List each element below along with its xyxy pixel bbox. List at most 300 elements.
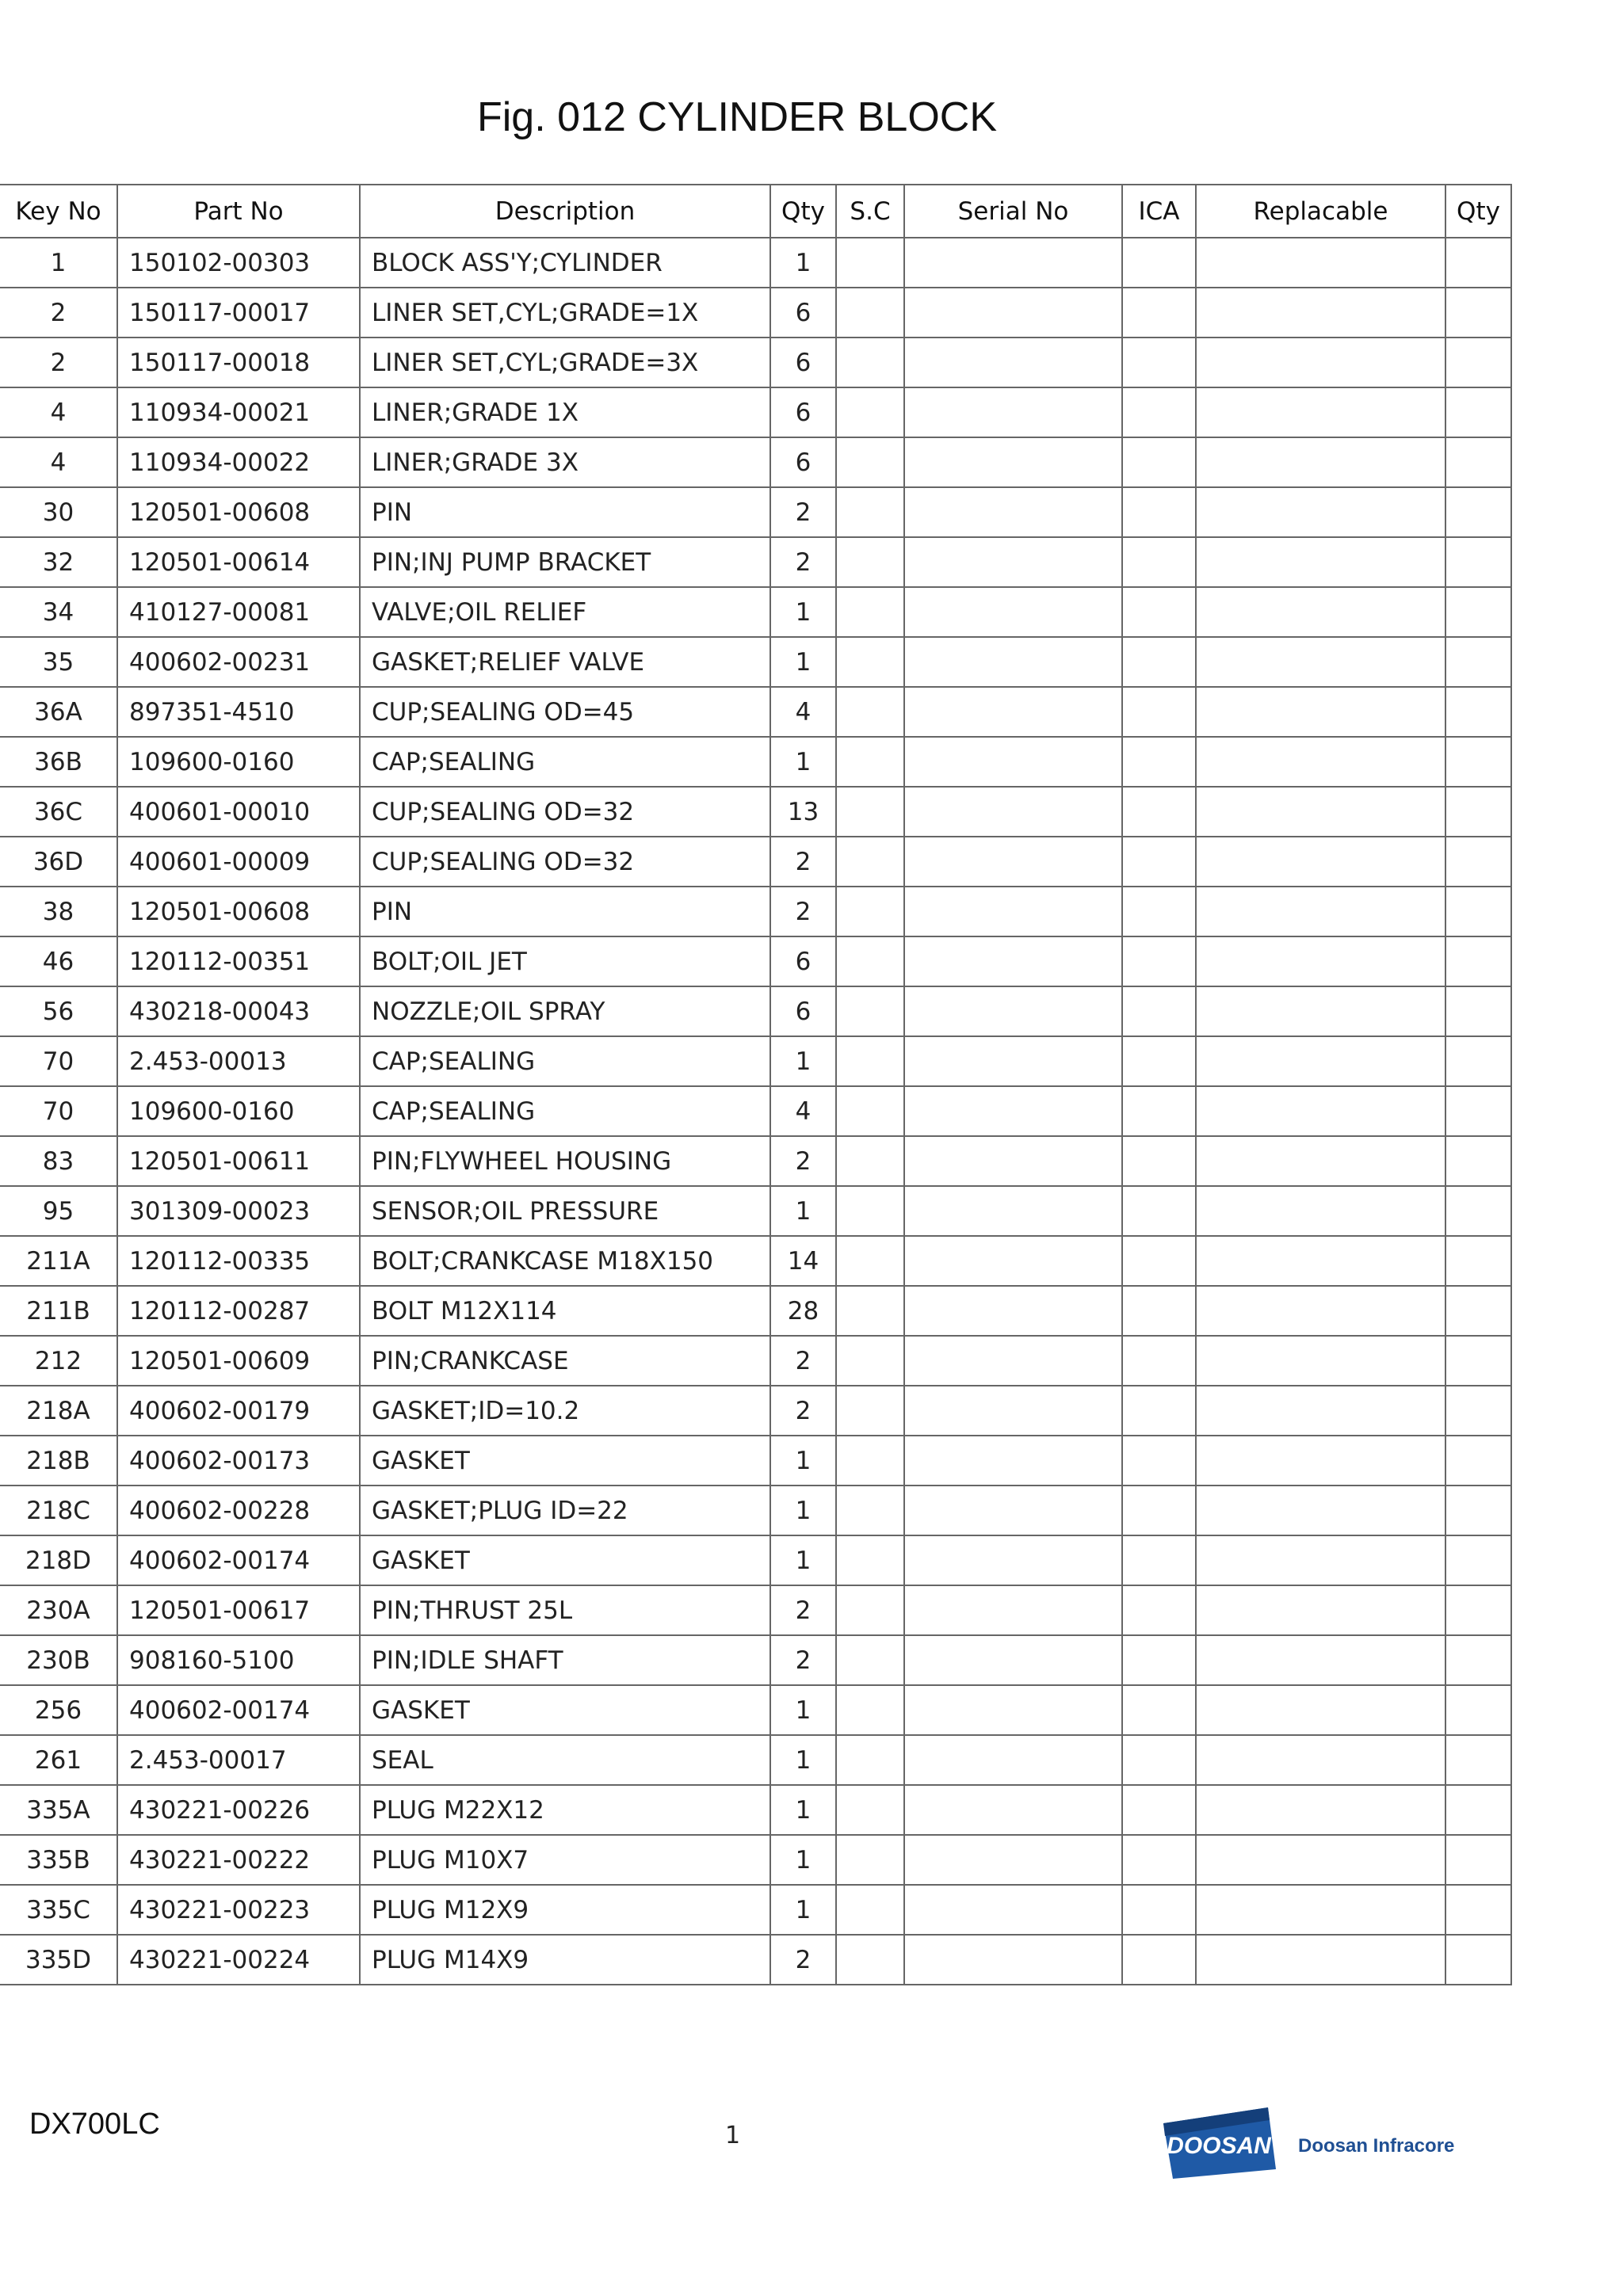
replacable-qty-cell bbox=[1445, 537, 1511, 587]
qty-cell: 1 bbox=[770, 1785, 836, 1835]
qty-cell: 1 bbox=[770, 737, 836, 787]
description-cell: PLUG M22X12 bbox=[360, 1785, 770, 1835]
description-cell: GASKET bbox=[360, 1535, 770, 1585]
serial-no-cell bbox=[904, 338, 1122, 387]
page-number: 1 bbox=[725, 2122, 741, 2149]
parts-table bbox=[0, 184, 1512, 1985]
key-no-cell: 230B bbox=[0, 1635, 117, 1685]
sc-cell bbox=[836, 936, 904, 986]
table-row bbox=[0, 737, 1511, 787]
sc-cell bbox=[836, 837, 904, 887]
part-no-cell: 430218-00043 bbox=[117, 986, 360, 1036]
key-no-cell: 4 bbox=[0, 437, 117, 487]
table-row bbox=[0, 1685, 1511, 1735]
ica-cell bbox=[1122, 936, 1196, 986]
replacable-qty-cell bbox=[1445, 837, 1511, 887]
ica-cell bbox=[1122, 787, 1196, 837]
sc-cell bbox=[836, 1835, 904, 1885]
serial-no-cell bbox=[904, 387, 1122, 437]
key-no-cell: 95 bbox=[0, 1186, 117, 1236]
sc-cell bbox=[836, 737, 904, 787]
key-no-cell: 38 bbox=[0, 887, 117, 936]
part-no-cell: 430221-00222 bbox=[117, 1835, 360, 1885]
part-no-cell: 120501-00614 bbox=[117, 537, 360, 587]
sc-cell bbox=[836, 537, 904, 587]
table-row bbox=[0, 1486, 1511, 1535]
sc-cell bbox=[836, 1935, 904, 1985]
table-row bbox=[0, 487, 1511, 537]
replacable-qty-cell bbox=[1445, 1136, 1511, 1186]
serial-no-cell bbox=[904, 637, 1122, 687]
serial-no-cell bbox=[904, 1436, 1122, 1486]
sc-cell bbox=[836, 887, 904, 936]
sc-cell bbox=[836, 1136, 904, 1186]
qty-cell: 6 bbox=[770, 986, 836, 1036]
serial-no-cell bbox=[904, 1935, 1122, 1985]
description-cell: PLUG M12X9 bbox=[360, 1885, 770, 1935]
table-row bbox=[0, 437, 1511, 487]
description-cell: LINER;GRADE 1X bbox=[360, 387, 770, 437]
part-no-cell: 120501-00611 bbox=[117, 1136, 360, 1186]
table-header-row bbox=[0, 185, 1511, 238]
serial-no-cell bbox=[904, 537, 1122, 587]
replacable-cell bbox=[1196, 437, 1445, 487]
serial-no-cell bbox=[904, 238, 1122, 288]
qty-cell: 1 bbox=[770, 1735, 836, 1785]
table-row bbox=[0, 1236, 1511, 1286]
key-no-cell: 256 bbox=[0, 1685, 117, 1735]
key-no-cell: 36B bbox=[0, 737, 117, 787]
key-no-cell: 218A bbox=[0, 1386, 117, 1436]
table-row bbox=[0, 288, 1511, 338]
qty-cell: 4 bbox=[770, 1086, 836, 1136]
table-row bbox=[0, 537, 1511, 587]
description-cell: PLUG M10X7 bbox=[360, 1835, 770, 1885]
replacable-cell bbox=[1196, 787, 1445, 837]
part-no-cell: 400601-00009 bbox=[117, 837, 360, 887]
description-cell: GASKET bbox=[360, 1685, 770, 1735]
table-row bbox=[0, 238, 1511, 288]
table-row bbox=[0, 1535, 1511, 1585]
serial-no-cell bbox=[904, 1585, 1122, 1635]
key-no-cell: 218B bbox=[0, 1436, 117, 1486]
serial-no-cell bbox=[904, 1386, 1122, 1436]
key-no-cell: 211B bbox=[0, 1286, 117, 1336]
description-cell: CAP;SEALING bbox=[360, 1086, 770, 1136]
model-label: DX700LC bbox=[29, 2107, 160, 2141]
sc-cell bbox=[836, 1685, 904, 1735]
replacable-cell bbox=[1196, 936, 1445, 986]
description-cell: SENSOR;OIL PRESSURE bbox=[360, 1186, 770, 1236]
col-header-sc: S.C bbox=[836, 185, 904, 238]
serial-no-cell bbox=[904, 887, 1122, 936]
qty-cell: 2 bbox=[770, 1935, 836, 1985]
qty-cell: 4 bbox=[770, 687, 836, 737]
part-no-cell: 400602-00174 bbox=[117, 1685, 360, 1735]
replacable-qty-cell bbox=[1445, 1386, 1511, 1436]
part-no-cell: 908160-5100 bbox=[117, 1635, 360, 1685]
serial-no-cell bbox=[904, 1735, 1122, 1785]
key-no-cell: 70 bbox=[0, 1086, 117, 1136]
part-no-cell: 150117-00018 bbox=[117, 338, 360, 387]
serial-no-cell bbox=[904, 787, 1122, 837]
qty-cell: 2 bbox=[770, 1386, 836, 1436]
key-no-cell: 36C bbox=[0, 787, 117, 837]
ica-cell bbox=[1122, 1436, 1196, 1486]
col-header-replacable-qty: Qty bbox=[1445, 185, 1511, 238]
ica-cell bbox=[1122, 1635, 1196, 1685]
key-no-cell: 34 bbox=[0, 587, 117, 637]
table-row bbox=[0, 637, 1511, 687]
description-cell: CAP;SEALING bbox=[360, 737, 770, 787]
replacable-qty-cell bbox=[1445, 1186, 1511, 1236]
qty-cell: 6 bbox=[770, 338, 836, 387]
ica-cell bbox=[1122, 1136, 1196, 1186]
sc-cell bbox=[836, 787, 904, 837]
ica-cell bbox=[1122, 887, 1196, 936]
ica-cell bbox=[1122, 1785, 1196, 1835]
sc-cell bbox=[836, 1036, 904, 1086]
key-no-cell: 1 bbox=[0, 238, 117, 288]
ica-cell bbox=[1122, 637, 1196, 687]
ica-cell bbox=[1122, 1486, 1196, 1535]
col-header-ica: ICA bbox=[1122, 185, 1196, 238]
table-row bbox=[0, 1436, 1511, 1486]
sc-cell bbox=[836, 986, 904, 1036]
part-no-cell: 400602-00173 bbox=[117, 1436, 360, 1486]
replacable-qty-cell bbox=[1445, 986, 1511, 1036]
table-row bbox=[0, 1835, 1511, 1885]
description-cell: PIN;IDLE SHAFT bbox=[360, 1635, 770, 1685]
qty-cell: 1 bbox=[770, 1036, 836, 1086]
replacable-cell bbox=[1196, 1635, 1445, 1685]
sc-cell bbox=[836, 1286, 904, 1336]
key-no-cell: 83 bbox=[0, 1136, 117, 1186]
key-no-cell: 32 bbox=[0, 537, 117, 587]
replacable-cell bbox=[1196, 1885, 1445, 1935]
serial-no-cell bbox=[904, 288, 1122, 338]
key-no-cell: 4 bbox=[0, 387, 117, 437]
ica-cell bbox=[1122, 1535, 1196, 1585]
table-row bbox=[0, 1585, 1511, 1635]
qty-cell: 14 bbox=[770, 1236, 836, 1286]
part-no-cell: 2.453-00013 bbox=[117, 1036, 360, 1086]
serial-no-cell bbox=[904, 936, 1122, 986]
qty-cell: 1 bbox=[770, 637, 836, 687]
part-no-cell: 120112-00335 bbox=[117, 1236, 360, 1286]
serial-no-cell bbox=[904, 1136, 1122, 1186]
logo-wordmark: DOOSAN bbox=[1167, 2133, 1271, 2159]
replacable-cell bbox=[1196, 387, 1445, 437]
replacable-cell bbox=[1196, 537, 1445, 587]
table-row bbox=[0, 1086, 1511, 1136]
description-cell: PIN;FLYWHEEL HOUSING bbox=[360, 1136, 770, 1186]
replacable-qty-cell bbox=[1445, 737, 1511, 787]
company-name: Doosan Infracore bbox=[1298, 2135, 1455, 2157]
description-cell: PIN;THRUST 25L bbox=[360, 1585, 770, 1635]
part-no-cell: 120112-00351 bbox=[117, 936, 360, 986]
part-no-cell: 400602-00228 bbox=[117, 1486, 360, 1535]
qty-cell: 6 bbox=[770, 387, 836, 437]
sc-cell bbox=[836, 1386, 904, 1436]
replacable-qty-cell bbox=[1445, 1535, 1511, 1585]
sc-cell bbox=[836, 288, 904, 338]
replacable-cell bbox=[1196, 1186, 1445, 1236]
table-row bbox=[0, 1635, 1511, 1685]
qty-cell: 1 bbox=[770, 1835, 836, 1885]
sc-cell bbox=[836, 437, 904, 487]
replacable-cell bbox=[1196, 837, 1445, 887]
replacable-qty-cell bbox=[1445, 1685, 1511, 1735]
part-no-cell: 109600-0160 bbox=[117, 737, 360, 787]
replacable-qty-cell bbox=[1445, 1735, 1511, 1785]
replacable-qty-cell bbox=[1445, 887, 1511, 936]
key-no-cell: 335C bbox=[0, 1885, 117, 1935]
part-no-cell: 897351-4510 bbox=[117, 687, 360, 737]
serial-no-cell bbox=[904, 1036, 1122, 1086]
qty-cell: 2 bbox=[770, 887, 836, 936]
sc-cell bbox=[836, 687, 904, 737]
part-no-cell: 120501-00617 bbox=[117, 1585, 360, 1635]
description-cell: PLUG M14X9 bbox=[360, 1935, 770, 1985]
replacable-qty-cell bbox=[1445, 936, 1511, 986]
ica-cell bbox=[1122, 338, 1196, 387]
replacable-cell bbox=[1196, 1735, 1445, 1785]
qty-cell: 13 bbox=[770, 787, 836, 837]
serial-no-cell bbox=[904, 1086, 1122, 1136]
key-no-cell: 212 bbox=[0, 1336, 117, 1386]
key-no-cell: 261 bbox=[0, 1735, 117, 1785]
key-no-cell: 36A bbox=[0, 687, 117, 737]
sc-cell bbox=[836, 1635, 904, 1685]
table-row bbox=[0, 1036, 1511, 1086]
ica-cell bbox=[1122, 1735, 1196, 1785]
description-cell: NOZZLE;OIL SPRAY bbox=[360, 986, 770, 1036]
sc-cell bbox=[836, 338, 904, 387]
ica-cell bbox=[1122, 1086, 1196, 1136]
serial-no-cell bbox=[904, 986, 1122, 1036]
replacable-cell bbox=[1196, 887, 1445, 936]
part-no-cell: 430221-00226 bbox=[117, 1785, 360, 1835]
table-row bbox=[0, 1386, 1511, 1436]
replacable-qty-cell bbox=[1445, 1436, 1511, 1486]
ica-cell bbox=[1122, 1336, 1196, 1386]
qty-cell: 1 bbox=[770, 1436, 836, 1486]
part-no-cell: 150102-00303 bbox=[117, 238, 360, 288]
doosan-logo-icon bbox=[1157, 2101, 1490, 2180]
replacable-cell bbox=[1196, 587, 1445, 637]
key-no-cell: 335B bbox=[0, 1835, 117, 1885]
replacable-cell bbox=[1196, 1386, 1445, 1436]
key-no-cell: 36D bbox=[0, 837, 117, 887]
replacable-qty-cell bbox=[1445, 437, 1511, 487]
serial-no-cell bbox=[904, 1535, 1122, 1585]
qty-cell: 1 bbox=[770, 238, 836, 288]
ica-cell bbox=[1122, 1386, 1196, 1436]
col-header-serial-no: Serial No bbox=[904, 185, 1122, 238]
serial-no-cell bbox=[904, 1635, 1122, 1685]
qty-cell: 1 bbox=[770, 1535, 836, 1585]
sc-cell bbox=[836, 1885, 904, 1935]
qty-cell: 1 bbox=[770, 1685, 836, 1735]
replacable-qty-cell bbox=[1445, 238, 1511, 288]
sc-cell bbox=[836, 487, 904, 537]
replacable-qty-cell bbox=[1445, 1835, 1511, 1885]
part-no-cell: 109600-0160 bbox=[117, 1086, 360, 1136]
replacable-qty-cell bbox=[1445, 288, 1511, 338]
table-row bbox=[0, 587, 1511, 637]
serial-no-cell bbox=[904, 837, 1122, 887]
description-cell: GASKET bbox=[360, 1436, 770, 1486]
col-header-qty: Qty bbox=[770, 185, 836, 238]
qty-cell: 2 bbox=[770, 1336, 836, 1386]
qty-cell: 2 bbox=[770, 1585, 836, 1635]
serial-no-cell bbox=[904, 737, 1122, 787]
table-row bbox=[0, 1286, 1511, 1336]
table-row bbox=[0, 387, 1511, 437]
sc-cell bbox=[836, 1086, 904, 1136]
qty-cell: 2 bbox=[770, 1635, 836, 1685]
key-no-cell: 335A bbox=[0, 1785, 117, 1835]
description-cell: PIN bbox=[360, 887, 770, 936]
description-cell: GASKET;PLUG ID=22 bbox=[360, 1486, 770, 1535]
part-no-cell: 120501-00608 bbox=[117, 887, 360, 936]
serial-no-cell bbox=[904, 1336, 1122, 1386]
ica-cell bbox=[1122, 737, 1196, 787]
description-cell: CUP;SEALING OD=32 bbox=[360, 837, 770, 887]
description-cell: BOLT;CRANKCASE M18X150 bbox=[360, 1236, 770, 1286]
sc-cell bbox=[836, 1186, 904, 1236]
replacable-cell bbox=[1196, 487, 1445, 537]
replacable-cell bbox=[1196, 288, 1445, 338]
qty-cell: 28 bbox=[770, 1286, 836, 1336]
qty-cell: 6 bbox=[770, 936, 836, 986]
key-no-cell: 230A bbox=[0, 1585, 117, 1635]
description-cell: LINER;GRADE 3X bbox=[360, 437, 770, 487]
qty-cell: 1 bbox=[770, 587, 836, 637]
ica-cell bbox=[1122, 487, 1196, 537]
sc-cell bbox=[836, 1236, 904, 1286]
part-no-cell: 400601-00010 bbox=[117, 787, 360, 837]
part-no-cell: 120501-00608 bbox=[117, 487, 360, 537]
replacable-qty-cell bbox=[1445, 1486, 1511, 1535]
key-no-cell: 70 bbox=[0, 1036, 117, 1086]
replacable-cell bbox=[1196, 1535, 1445, 1585]
part-no-cell: 410127-00081 bbox=[117, 587, 360, 637]
key-no-cell: 335D bbox=[0, 1935, 117, 1985]
replacable-qty-cell bbox=[1445, 1286, 1511, 1336]
key-no-cell: 35 bbox=[0, 637, 117, 687]
qty-cell: 6 bbox=[770, 437, 836, 487]
key-no-cell: 218D bbox=[0, 1535, 117, 1585]
replacable-qty-cell bbox=[1445, 1086, 1511, 1136]
replacable-qty-cell bbox=[1445, 487, 1511, 537]
serial-no-cell bbox=[904, 1286, 1122, 1336]
key-no-cell: 2 bbox=[0, 338, 117, 387]
part-no-cell: 400602-00179 bbox=[117, 1386, 360, 1436]
ica-cell bbox=[1122, 687, 1196, 737]
description-cell: CAP;SEALING bbox=[360, 1036, 770, 1086]
serial-no-cell bbox=[904, 1835, 1122, 1885]
table-row bbox=[0, 1935, 1511, 1985]
table-row bbox=[0, 1735, 1511, 1785]
col-header-part-no: Part No bbox=[117, 185, 360, 238]
table-body bbox=[0, 238, 1511, 1985]
sc-cell bbox=[836, 238, 904, 288]
sc-cell bbox=[836, 1585, 904, 1635]
ica-cell bbox=[1122, 1685, 1196, 1735]
part-no-cell: 110934-00021 bbox=[117, 387, 360, 437]
ica-cell bbox=[1122, 1835, 1196, 1885]
sc-cell bbox=[836, 387, 904, 437]
page-title: Fig. 012 CYLINDER BLOCK bbox=[476, 94, 998, 140]
description-cell: LINER SET,CYL;GRADE=3X bbox=[360, 338, 770, 387]
qty-cell: 2 bbox=[770, 537, 836, 587]
serial-no-cell bbox=[904, 1785, 1122, 1835]
table-row bbox=[0, 338, 1511, 387]
qty-cell: 1 bbox=[770, 1486, 836, 1535]
sc-cell bbox=[836, 1535, 904, 1585]
table-row bbox=[0, 936, 1511, 986]
serial-no-cell bbox=[904, 487, 1122, 537]
key-no-cell: 46 bbox=[0, 936, 117, 986]
ica-cell bbox=[1122, 1036, 1196, 1086]
replacable-cell bbox=[1196, 737, 1445, 787]
replacable-qty-cell bbox=[1445, 787, 1511, 837]
serial-no-cell bbox=[904, 1885, 1122, 1935]
description-cell: PIN;INJ PUMP BRACKET bbox=[360, 537, 770, 587]
replacable-cell bbox=[1196, 637, 1445, 687]
replacable-cell bbox=[1196, 238, 1445, 288]
replacable-cell bbox=[1196, 1086, 1445, 1136]
qty-cell: 6 bbox=[770, 288, 836, 338]
key-no-cell: 56 bbox=[0, 986, 117, 1036]
table-row bbox=[0, 1186, 1511, 1236]
ica-cell bbox=[1122, 1935, 1196, 1985]
replacable-qty-cell bbox=[1445, 1585, 1511, 1635]
sc-cell bbox=[836, 1336, 904, 1386]
replacable-cell bbox=[1196, 1236, 1445, 1286]
description-cell: GASKET;RELIEF VALVE bbox=[360, 637, 770, 687]
serial-no-cell bbox=[904, 1685, 1122, 1735]
replacable-cell bbox=[1196, 1585, 1445, 1635]
replacable-qty-cell bbox=[1445, 1935, 1511, 1985]
description-cell: PIN;CRANKCASE bbox=[360, 1336, 770, 1386]
replacable-qty-cell bbox=[1445, 1236, 1511, 1286]
replacable-cell bbox=[1196, 1336, 1445, 1386]
sc-cell bbox=[836, 637, 904, 687]
ica-cell bbox=[1122, 288, 1196, 338]
replacable-cell bbox=[1196, 1835, 1445, 1885]
replacable-cell bbox=[1196, 687, 1445, 737]
key-no-cell: 2 bbox=[0, 288, 117, 338]
replacable-cell bbox=[1196, 1436, 1445, 1486]
ica-cell bbox=[1122, 1286, 1196, 1336]
ica-cell bbox=[1122, 1885, 1196, 1935]
ica-cell bbox=[1122, 1585, 1196, 1635]
part-no-cell: 120112-00287 bbox=[117, 1286, 360, 1336]
part-no-cell: 301309-00023 bbox=[117, 1186, 360, 1236]
description-cell: CUP;SEALING OD=32 bbox=[360, 787, 770, 837]
table-row bbox=[0, 837, 1511, 887]
part-no-cell: 2.453-00017 bbox=[117, 1735, 360, 1785]
replacable-cell bbox=[1196, 1935, 1445, 1985]
part-no-cell: 430221-00224 bbox=[117, 1935, 360, 1985]
replacable-qty-cell bbox=[1445, 587, 1511, 637]
key-no-cell: 218C bbox=[0, 1486, 117, 1535]
ica-cell bbox=[1122, 537, 1196, 587]
description-cell: BLOCK ASS'Y;CYLINDER bbox=[360, 238, 770, 288]
